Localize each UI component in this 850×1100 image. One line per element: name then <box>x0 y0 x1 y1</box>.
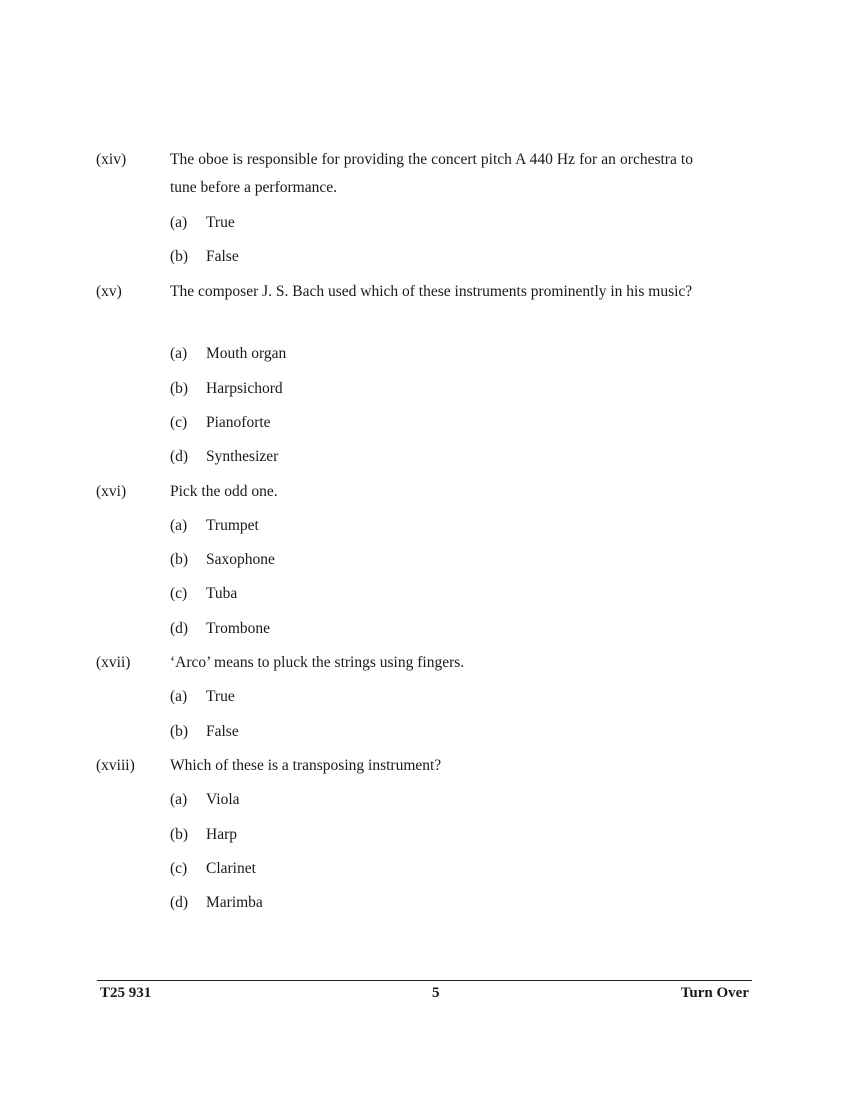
question-number: (xvii) <box>96 654 131 671</box>
option-d <box>170 447 278 467</box>
option-a <box>170 687 235 707</box>
option-text: Clarinet <box>206 860 256 877</box>
option-text: Pianoforte <box>206 414 271 431</box>
option-letter: (b) <box>170 380 189 397</box>
exam-code: T25 931 <box>100 985 152 1001</box>
option-d <box>170 893 263 913</box>
option-b <box>170 825 237 845</box>
option-a <box>170 213 235 233</box>
option-text: False <box>206 723 239 740</box>
option-b <box>170 379 283 399</box>
option-letter: (a) <box>170 214 188 231</box>
option-letter: (a) <box>170 345 188 362</box>
option-letter: (a) <box>170 517 188 534</box>
question-text: The composer J. S. Bach used which of these instruments prominently in his music? <box>170 283 693 300</box>
question-text: The oboe is responsible for providing the concert pitch A 440 Hz for an orchestra to tune before a performance. <box>170 151 693 196</box>
question-number: (xviii) <box>96 757 135 774</box>
option-text: Saxophone <box>206 551 275 568</box>
option-text: Trumpet <box>206 517 259 534</box>
option-b <box>170 550 275 570</box>
option-a <box>170 790 240 810</box>
option-letter: (a) <box>170 791 188 808</box>
option-c <box>170 413 271 433</box>
option-letter: (c) <box>170 585 188 602</box>
question-number: (xvi) <box>96 483 127 500</box>
option-text: False <box>206 248 239 265</box>
option-a <box>170 344 286 364</box>
question-text: Which of these is a transposing instrument? <box>170 757 442 774</box>
option-letter: (a) <box>170 688 188 705</box>
option-letter: (c) <box>170 414 188 431</box>
option-text: Harpsichord <box>206 380 283 397</box>
question-number: (xv) <box>96 283 122 300</box>
option-d <box>170 619 270 639</box>
option-letter: (c) <box>170 860 188 877</box>
option-b <box>170 247 239 267</box>
option-text: True <box>206 688 235 705</box>
option-text: Viola <box>206 791 240 808</box>
option-c <box>170 584 237 604</box>
option-text: True <box>206 214 235 231</box>
option-letter: (d) <box>170 620 189 637</box>
option-text: Synthesizer <box>206 448 279 465</box>
option-letter: (b) <box>170 551 189 568</box>
option-letter: (b) <box>170 723 189 740</box>
question-number: (xiv) <box>96 151 127 168</box>
question-text: ‘Arco’ means to pluck the strings using fingers. <box>170 654 465 671</box>
option-a <box>170 516 259 536</box>
option-text: Harp <box>206 826 237 843</box>
option-c <box>170 859 256 879</box>
option-text: Tuba <box>206 585 238 602</box>
question-text: Pick the odd one. <box>170 483 278 500</box>
option-text: Trombone <box>206 620 271 637</box>
option-letter: (d) <box>170 894 189 911</box>
turn-over-label: Turn Over <box>680 985 749 1001</box>
option-letter: (d) <box>170 448 189 465</box>
option-text: Marimba <box>206 894 263 911</box>
option-b <box>170 722 239 742</box>
page-number: 5 <box>432 985 440 1001</box>
option-letter: (b) <box>170 826 189 843</box>
footer-divider <box>97 980 752 981</box>
option-text: Mouth organ <box>206 345 287 362</box>
option-letter: (b) <box>170 248 189 265</box>
